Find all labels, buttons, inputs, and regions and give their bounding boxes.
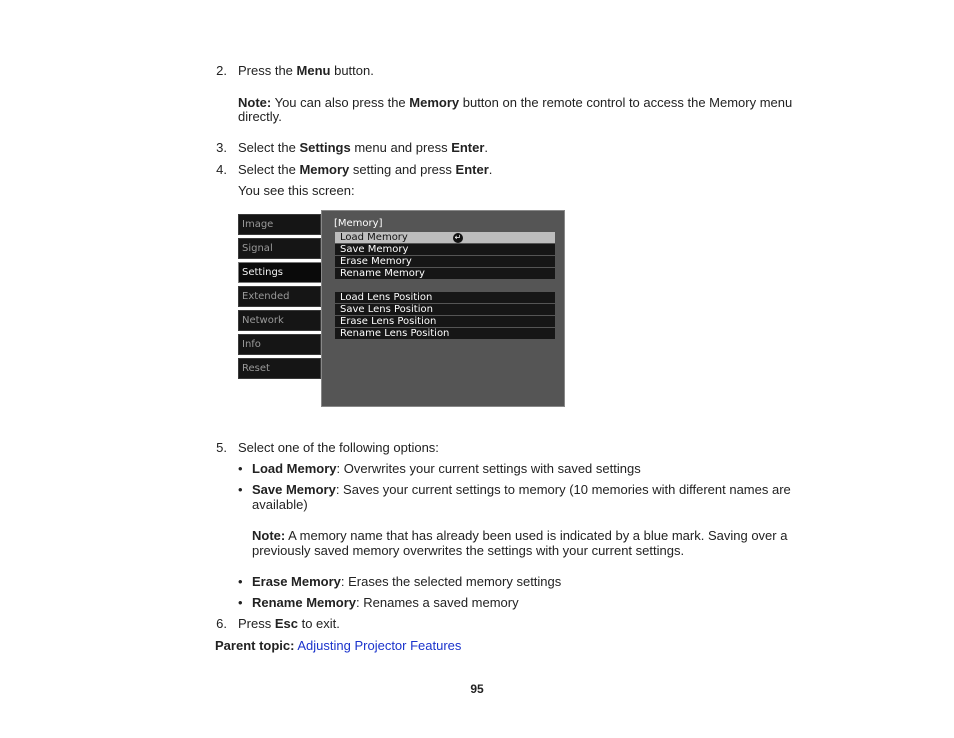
parent-topic-label: Parent topic:	[215, 638, 295, 653]
menu-item-load-memory	[335, 232, 555, 244]
menu-item-rename-memory: Rename Memory	[335, 268, 555, 280]
menu-item-save-lens: Save Lens Position	[335, 304, 555, 316]
option-desc: : Saves your current settings to memory (10 memories with different names are	[335, 482, 791, 497]
text: You can also press the	[271, 95, 410, 110]
step-number: 4.	[216, 162, 227, 177]
text: setting and press	[349, 162, 456, 177]
option-label: Erase Memory	[252, 574, 341, 589]
note-1-line-2: directly.	[238, 109, 282, 124]
option-label: Save Memory	[252, 482, 336, 497]
option-rename	[252, 595, 519, 610]
menu-item-erase-memory: Erase Memory	[335, 256, 555, 268]
note-2	[252, 528, 787, 543]
bold-text: Memory	[409, 95, 460, 110]
menu-tab-extended: Extended	[238, 286, 321, 307]
step-number: 3.	[216, 140, 227, 155]
item-label: Load Memory	[340, 232, 408, 243]
option-load	[252, 461, 641, 476]
text: to exit.	[297, 616, 340, 631]
menu-tab-network: Network	[238, 310, 321, 331]
parent-topic	[215, 638, 461, 653]
text: .	[484, 140, 489, 155]
text: .	[488, 162, 493, 177]
option-save	[252, 482, 791, 497]
menu-tab-settings: Settings	[238, 262, 327, 283]
option-label: Rename Memory	[252, 595, 357, 610]
step-number: 5.	[216, 440, 227, 455]
note-1	[238, 95, 792, 110]
bullet: •	[238, 595, 243, 610]
note-2-line-2: previously saved memory overwrites the settings with your current settings.	[252, 543, 685, 558]
step-3-text	[238, 140, 488, 155]
option-desc: : Erases the selected memory settings	[340, 574, 562, 589]
bullet: •	[238, 574, 243, 589]
memory-menu-screenshot	[238, 210, 565, 407]
text: Select the	[238, 140, 300, 155]
text: Press the	[238, 63, 297, 78]
bold-text: Esc	[274, 616, 298, 631]
step-5-text: Select one of the following options:	[238, 440, 439, 455]
step-6-text	[238, 616, 340, 631]
bold-text: Settings	[299, 140, 351, 155]
bold-text: Menu	[296, 63, 331, 78]
menu-item-save-memory: Save Memory	[335, 244, 555, 256]
option-desc: : Overwrites your current settings with saved settings	[336, 461, 641, 476]
step-number: 6.	[216, 616, 227, 631]
text: A memory name that has already been used is indicated by a blue mark. Saving over a	[285, 528, 788, 543]
page-number: 95	[470, 682, 484, 696]
step-4-text	[238, 162, 492, 177]
menu-item-rename-lens: Rename Lens Position	[335, 328, 555, 340]
panel-title: [Memory]	[334, 218, 383, 229]
option-label: Load Memory	[252, 461, 337, 476]
memory-panel	[321, 210, 565, 407]
step-2-text	[238, 63, 374, 78]
bold-text: Enter	[451, 140, 485, 155]
note-label: Note:	[238, 95, 272, 110]
text: button.	[330, 63, 374, 78]
bold-text: Enter	[455, 162, 489, 177]
bold-text: Memory	[299, 162, 350, 177]
menu-tab-image: Image	[238, 214, 321, 235]
text: Press	[238, 616, 275, 631]
option-save-line-2: available)	[252, 497, 308, 512]
option-erase	[252, 574, 561, 589]
enter-icon: ↵	[454, 233, 462, 242]
step-number: 2.	[216, 63, 227, 78]
see-screen-text: You see this screen:	[238, 183, 355, 198]
text: menu and press	[350, 140, 452, 155]
bullet: •	[238, 482, 243, 497]
menu-tab-signal: Signal	[238, 238, 321, 259]
menu-tab-info: Info	[238, 334, 321, 355]
text: button on the remote control to access the Memory menu	[459, 95, 793, 110]
note-label: Note:	[252, 528, 286, 543]
bullet: •	[238, 461, 243, 476]
menu-item-erase-lens: Erase Lens Position	[335, 316, 555, 328]
text: Select the	[238, 162, 300, 177]
parent-topic-link[interactable]: Adjusting Projector Features	[297, 638, 462, 653]
menu-item-load-lens: Load Lens Position	[335, 292, 555, 304]
menu-tab-reset: Reset	[238, 358, 321, 379]
option-desc: : Renames a saved memory	[356, 595, 519, 610]
